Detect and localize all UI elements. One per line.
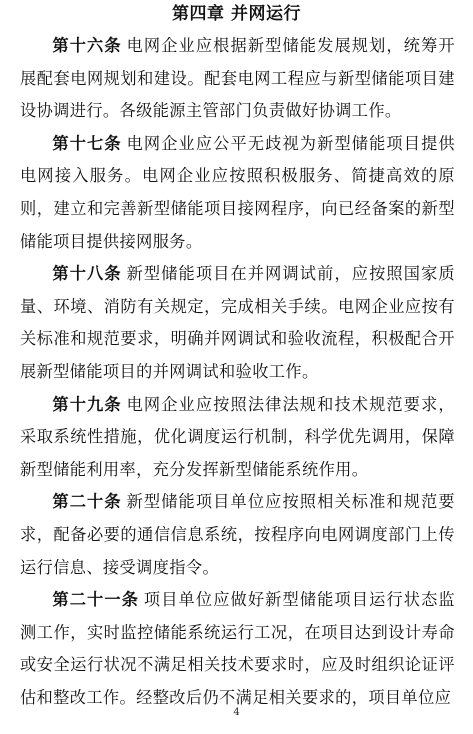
article-label: 第十九条 (52, 394, 122, 414)
article-label: 第十八条 (52, 264, 122, 284)
article-19 (20, 389, 455, 487)
article-label: 第二十条 (52, 492, 122, 512)
article-text: 新型储能项目单位应按照相关标准和规范要求，配备必要的通信信息系统，按程序向电网调度部门上传运行信息、接受调度指令。 (20, 492, 455, 577)
chapter-title: 第四章 并网运行 (172, 4, 301, 24)
article-label: 第十六条 (52, 36, 122, 55)
article-20 (20, 486, 455, 584)
article-17 (20, 128, 455, 258)
article-16 (20, 30, 455, 128)
article-text: 电网企业应根据新型储能发展规划，统筹开展配套电网规划和建设。配套电网工程应与新型储能项目建设协调进行。各级能源主管部门负责做好协调工作。 (20, 36, 455, 121)
page-number: 4 (233, 707, 240, 718)
article-text: 新型储能项目在并网调试前，应按照国家质量、环境、消防有关规定，完成相关手续。电网企业应按有关标准和规范要求，明确并网调试和验收流程，积极配合开展新型储能项目的并网调试和验收工作。 (20, 264, 455, 381)
document-body (20, 30, 455, 714)
article-18 (20, 258, 455, 388)
article-label: 第二十一条 (52, 590, 140, 610)
article-text: 电网企业应公平无歧视为新型储能项目提供电网接入服务。电网企业应按照积极服务、简捷高效的原则，建立和完善新型储能项目接网程序，向已经备案的新型储能项目提供接网服务。 (20, 133, 455, 251)
article-text: 电网企业应按照法律法规和技术规范要求，采取系统性措施，优化调度运行机制，科学优先调用，保障新型储能利用率，充分发挥新型储能系统作用。 (20, 394, 455, 479)
article-21 (20, 584, 455, 714)
article-label: 第十七条 (52, 133, 122, 153)
article-text: 项目单位应做好新型储能项目运行状态监测工作，实时监控储能系统运行工况，在项目达到设计寿命或安全运行状况不满足相关技术要求时，应及时组织论证评估和整改工作。经整改后仍不满足相关要求的，项目单位应 (20, 590, 456, 707)
